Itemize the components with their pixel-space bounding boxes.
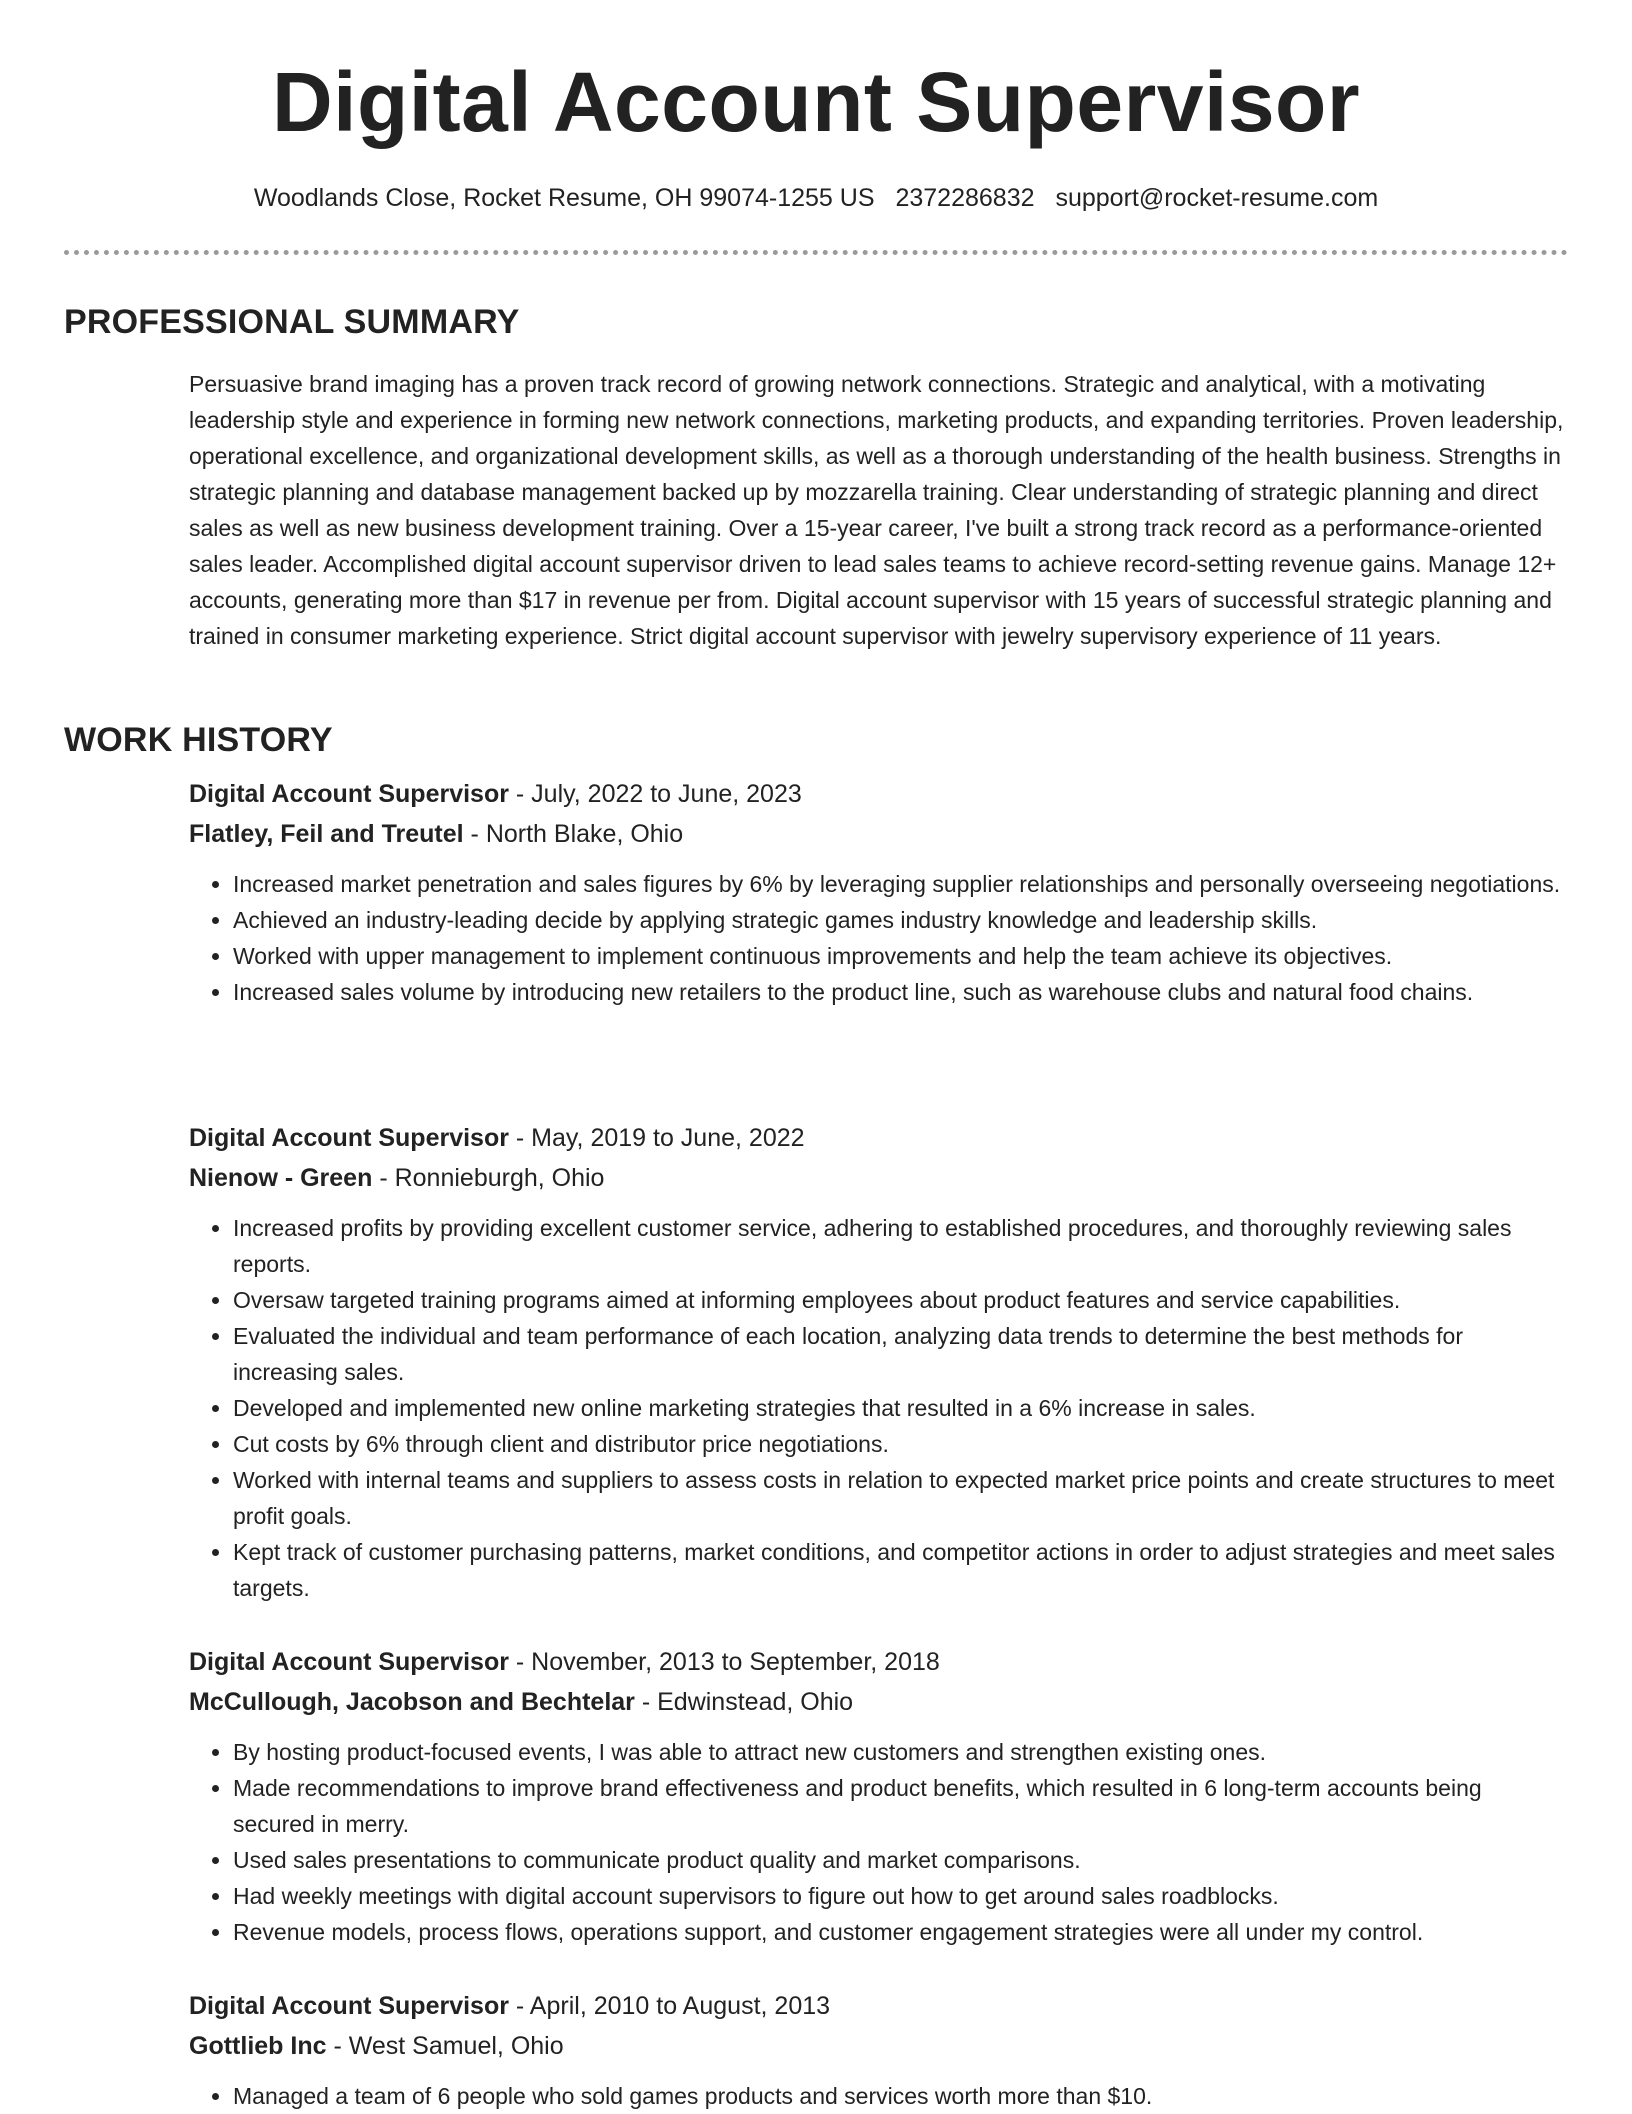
job-dates: - April, 2010 to August, 2013 xyxy=(508,1992,831,2020)
job-bullet: • Kept track of customer purchasing patterns, market conditions, and competitor actions in order to adjust strategies and meet sales targets. xyxy=(233,1534,1569,1606)
job-company: McCullough, Jacobson and Bechtelar xyxy=(189,1688,635,1716)
job-bullet: • Developed and implemented new online marketing strategies that resulted in a 6% increase in sales. xyxy=(233,1390,1569,1426)
job-bullet: • Achieved an industry-leading decide by applying strategic games industry knowledge and leadership skills. xyxy=(233,902,1569,938)
job-company: Gottlieb Inc xyxy=(189,2032,327,2060)
job-role-line xyxy=(189,1986,1569,2026)
job-bullet: • Evaluated the individual and team performance of each location, analyzing data trends to determine the best methods for increasing sales. xyxy=(233,1318,1569,1390)
job-location: - North Blake, Ohio xyxy=(463,820,684,848)
job-entry xyxy=(189,774,1569,1010)
job-bullets xyxy=(189,1210,1569,1606)
contact-address: Woodlands Close, Rocket Resume, OH 99074-1255 US xyxy=(253,184,875,212)
job-company-line xyxy=(189,1158,1569,1198)
job-entry xyxy=(189,1986,1569,2114)
job-role: Digital Account Supervisor xyxy=(189,1648,509,1676)
job-entry xyxy=(189,1642,1569,1950)
section-title-summary: PROFESSIONAL SUMMARY xyxy=(64,303,520,341)
job-company: Flatley, Feil and Treutel xyxy=(189,820,464,848)
job-role-line xyxy=(189,1118,1569,1158)
job-bullet: • Used sales presentations to communicate product quality and market comparisons. xyxy=(233,1842,1569,1878)
job-bullets xyxy=(189,866,1569,1010)
job-bullet: • Managed a team of 6 people who sold games products and services worth more than $10. xyxy=(233,2078,1569,2114)
job-company-line xyxy=(189,1682,1569,1722)
job-location: - Ronnieburgh, Ohio xyxy=(372,1164,605,1192)
job-bullets xyxy=(189,2078,1569,2114)
job-bullet: • Worked with upper management to implement continuous improvements and help the team achieve its objectives. xyxy=(233,938,1569,974)
job-company-line xyxy=(189,814,1569,854)
contact-email: support@rocket-resume.com xyxy=(1055,184,1379,212)
summary-text: Persuasive brand imaging has a proven track record of growing network connections. Strategic and analytical, with a motivating leadership style and experience in forming new network connections, marketing products, and expanding territories. Proven leadership, operational excellence, and organizational development skills, as well as a thorough understanding of the health business. Strengths in strategic planning and database management backed up by mozzarella training. Clear understanding of strategic planning and direct sales as well as new business development training. Over a 15-year career, I've built a strong track record as a performance-oriented sales leader. Accomplished digital account supervisor driven to lead sales teams to achieve record-setting revenue gains. Manage 12+ accounts, generating more than $17 in revenue per from. Digital account supervisor with 15 years of successful strategic planning and trained in consumer marketing experience. Strict digital account supervisor with jewelry supervisory experience of 11 years. xyxy=(189,371,1564,649)
job-location: - West Samuel, Ohio xyxy=(326,2032,564,2060)
job-bullet: • Worked with internal teams and suppliers to assess costs in relation to expected market price points and create structures to meet profit goals. xyxy=(233,1462,1569,1534)
job-entry xyxy=(189,1118,1569,1606)
job-bullet: • Increased sales volume by introducing new retailers to the product line, such as warehouse clubs and natural food chains. xyxy=(233,974,1569,1010)
job-company: Nienow - Green xyxy=(189,1164,373,1192)
job-bullet: • Had weekly meetings with digital account supervisors to figure out how to get around sales roadblocks. xyxy=(233,1878,1569,1914)
job-role: Digital Account Supervisor xyxy=(189,1124,509,1152)
job-bullets xyxy=(189,1734,1569,1950)
job-dates: - November, 2013 to September, 2018 xyxy=(508,1648,940,1676)
contact-line xyxy=(0,180,1632,216)
job-bullet: • Oversaw targeted training programs aimed at informing employees about product features and service capabilities. xyxy=(233,1282,1569,1318)
job-role-line xyxy=(189,1642,1569,1682)
section-title-work-history: WORK HISTORY xyxy=(64,721,333,759)
contact-phone: 2372286832 xyxy=(895,184,1035,212)
job-bullet: • Made recommendations to improve brand effectiveness and product benefits, which resulted in 6 long-term accounts being secured in merry. xyxy=(233,1770,1569,1842)
job-bullet: • By hosting product-focused events, I was able to attract new customers and strengthen existing ones. xyxy=(233,1734,1569,1770)
job-bullet: • Increased market penetration and sales figures by 6% by leveraging supplier relationships and personally overseeing negotiations. xyxy=(233,866,1569,902)
job-role: Digital Account Supervisor xyxy=(189,780,509,808)
job-role-line xyxy=(189,774,1569,814)
job-dates: - May, 2019 to June, 2022 xyxy=(508,1124,805,1152)
header-divider xyxy=(64,250,1568,255)
resume-name-title: Digital Account Supervisor xyxy=(271,55,1361,149)
job-dates: - July, 2022 to June, 2023 xyxy=(508,780,802,808)
job-role: Digital Account Supervisor xyxy=(189,1992,509,2020)
job-bullet: • Cut costs by 6% through client and distributor price negotiations. xyxy=(233,1426,1569,1462)
job-company-line xyxy=(189,2026,1569,2066)
job-bullet: • Increased profits by providing excellent customer service, adhering to established procedures, and thoroughly reviewing sales reports. xyxy=(233,1210,1569,1282)
job-location: - Edwinstead, Ohio xyxy=(634,1688,854,1716)
job-bullet: • Revenue models, process flows, operations support, and customer engagement strategies were all under my control. xyxy=(233,1914,1569,1950)
